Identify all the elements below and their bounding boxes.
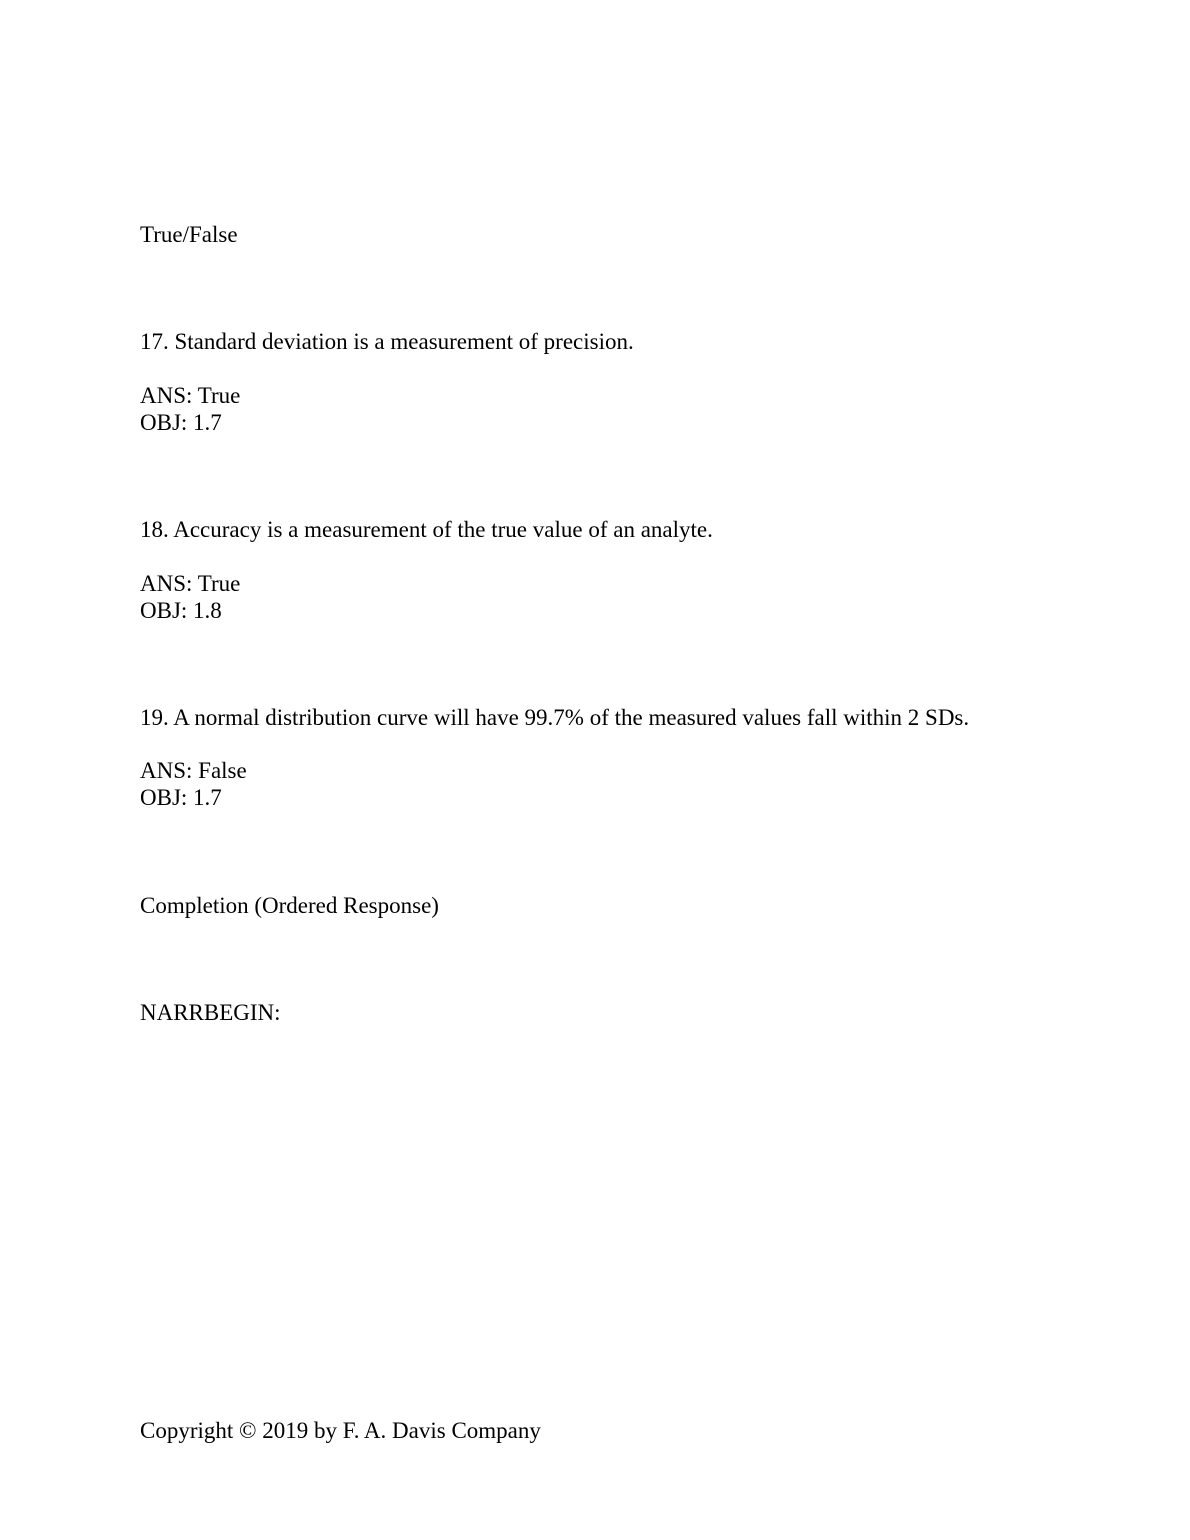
- objective-text: OBJ: 1.8: [140, 598, 222, 623]
- question-text: 19. A normal distribution curve will have 99.7% of the measured values fall within 2 SDs.: [140, 705, 970, 730]
- objective-text: OBJ: 1.7: [140, 410, 222, 435]
- answer-text: ANS: True: [140, 383, 241, 408]
- objective-text: OBJ: 1.7: [140, 785, 222, 810]
- section-heading-true-false: True/False: [140, 222, 238, 247]
- narrative-marker: NARRBEGIN:: [140, 1000, 281, 1025]
- section-heading-completion: Completion (Ordered Response): [140, 893, 439, 918]
- question-text: 18. Accuracy is a measurement of the true value of an analyte.: [140, 517, 713, 542]
- footer-copyright: Copyright © 2019 by F. A. Davis Company: [140, 1418, 541, 1443]
- answer-text: ANS: False: [140, 758, 247, 783]
- answer-text: ANS: True: [140, 571, 241, 596]
- question-text: 17. Standard deviation is a measurement of precision.: [140, 329, 634, 354]
